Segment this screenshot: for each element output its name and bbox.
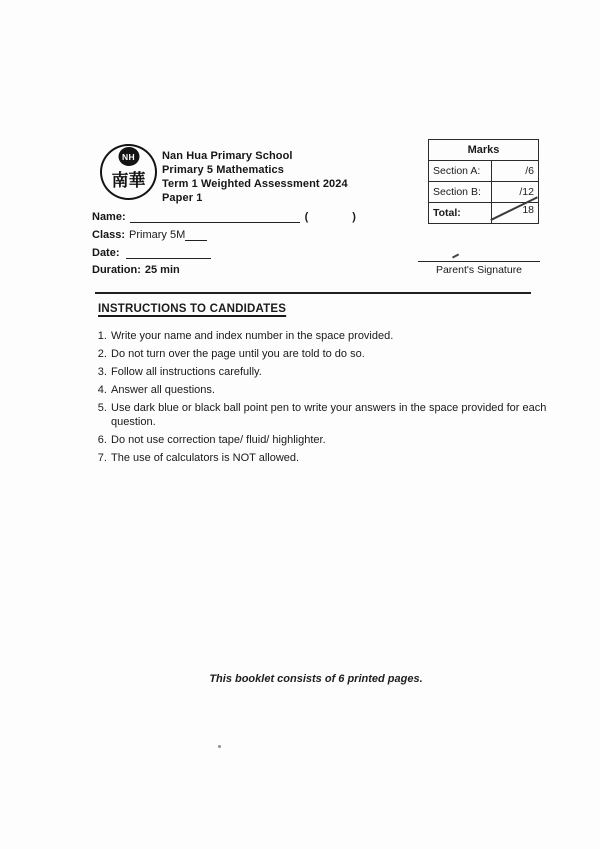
date-field-row	[92, 247, 211, 259]
instruction-item-6: 6. Do not use correction tape/ fluid/ highlighter.	[110, 434, 560, 448]
paper-line: Paper 1	[162, 192, 203, 204]
marks-row-section-b	[429, 182, 539, 203]
subject-line: Primary 5 Mathematics	[162, 164, 284, 176]
parent-signature-block	[418, 248, 540, 276]
assessment-line: Term 1 Weighted Assessment 2024	[162, 178, 348, 190]
class-field-row	[92, 229, 207, 241]
duration-label: Duration:	[92, 264, 141, 276]
class-blank-line	[185, 229, 207, 241]
signature-stray-mark	[452, 253, 459, 258]
date-blank-line	[126, 247, 211, 259]
index-paren-open: (	[304, 211, 309, 223]
instruction-item-3: 3. Follow all instructions carefully.	[110, 366, 560, 380]
marks-table	[428, 139, 539, 224]
total-score-cell	[492, 203, 539, 224]
section-b-score: /12	[492, 182, 539, 203]
name-blank-line	[130, 211, 300, 223]
name-label: Name:	[92, 211, 126, 223]
duration-value: 25 min	[144, 264, 180, 276]
total-score: 18	[522, 204, 534, 216]
section-a-score: /6	[492, 161, 539, 182]
scan-speck	[218, 745, 221, 748]
instruction-item-2: 2. Do not turn over the page until you are told to do so.	[110, 348, 560, 362]
section-b-label: Section B:	[429, 182, 492, 203]
marks-table-header-row	[429, 140, 539, 161]
marks-row-section-a	[429, 161, 539, 182]
booklet-pages-note: This booklet consists of 6 printed pages.	[209, 673, 423, 685]
total-label: Total:	[429, 203, 492, 224]
instruction-item-7: 7. The use of calculators is NOT allowed.	[110, 452, 560, 466]
duration-field-row	[92, 264, 180, 276]
section-divider-line	[95, 292, 531, 294]
logo-nh-monogram: NH	[118, 147, 139, 166]
signature-line	[418, 248, 540, 262]
instruction-item-1: 1. Write your name and index number in the space provided.	[110, 330, 560, 344]
school-header-block	[162, 149, 348, 205]
instructions-title: INSTRUCTIONS TO CANDIDATES	[98, 303, 287, 315]
name-field-row	[92, 211, 356, 223]
marks-row-total	[429, 203, 539, 224]
class-value: Primary 5M	[129, 229, 186, 241]
section-a-label: Section A:	[429, 161, 492, 182]
instruction-item-4: 4. Answer all questions.	[110, 384, 560, 398]
school-name: Nan Hua Primary School	[162, 150, 293, 162]
instruction-item-5: 5. Use dark blue or black ball point pen to write your answers in the space provided for each question.	[110, 402, 560, 429]
class-label: Class:	[92, 229, 126, 241]
instructions-list	[95, 330, 560, 470]
signature-label: Parent's Signature	[435, 264, 523, 276]
date-label: Date:	[92, 247, 120, 259]
logo-chinese-name: 南華	[111, 171, 146, 190]
marks-table-title: Marks	[429, 140, 539, 161]
index-paren-close: )	[352, 211, 356, 223]
school-logo	[100, 144, 157, 200]
